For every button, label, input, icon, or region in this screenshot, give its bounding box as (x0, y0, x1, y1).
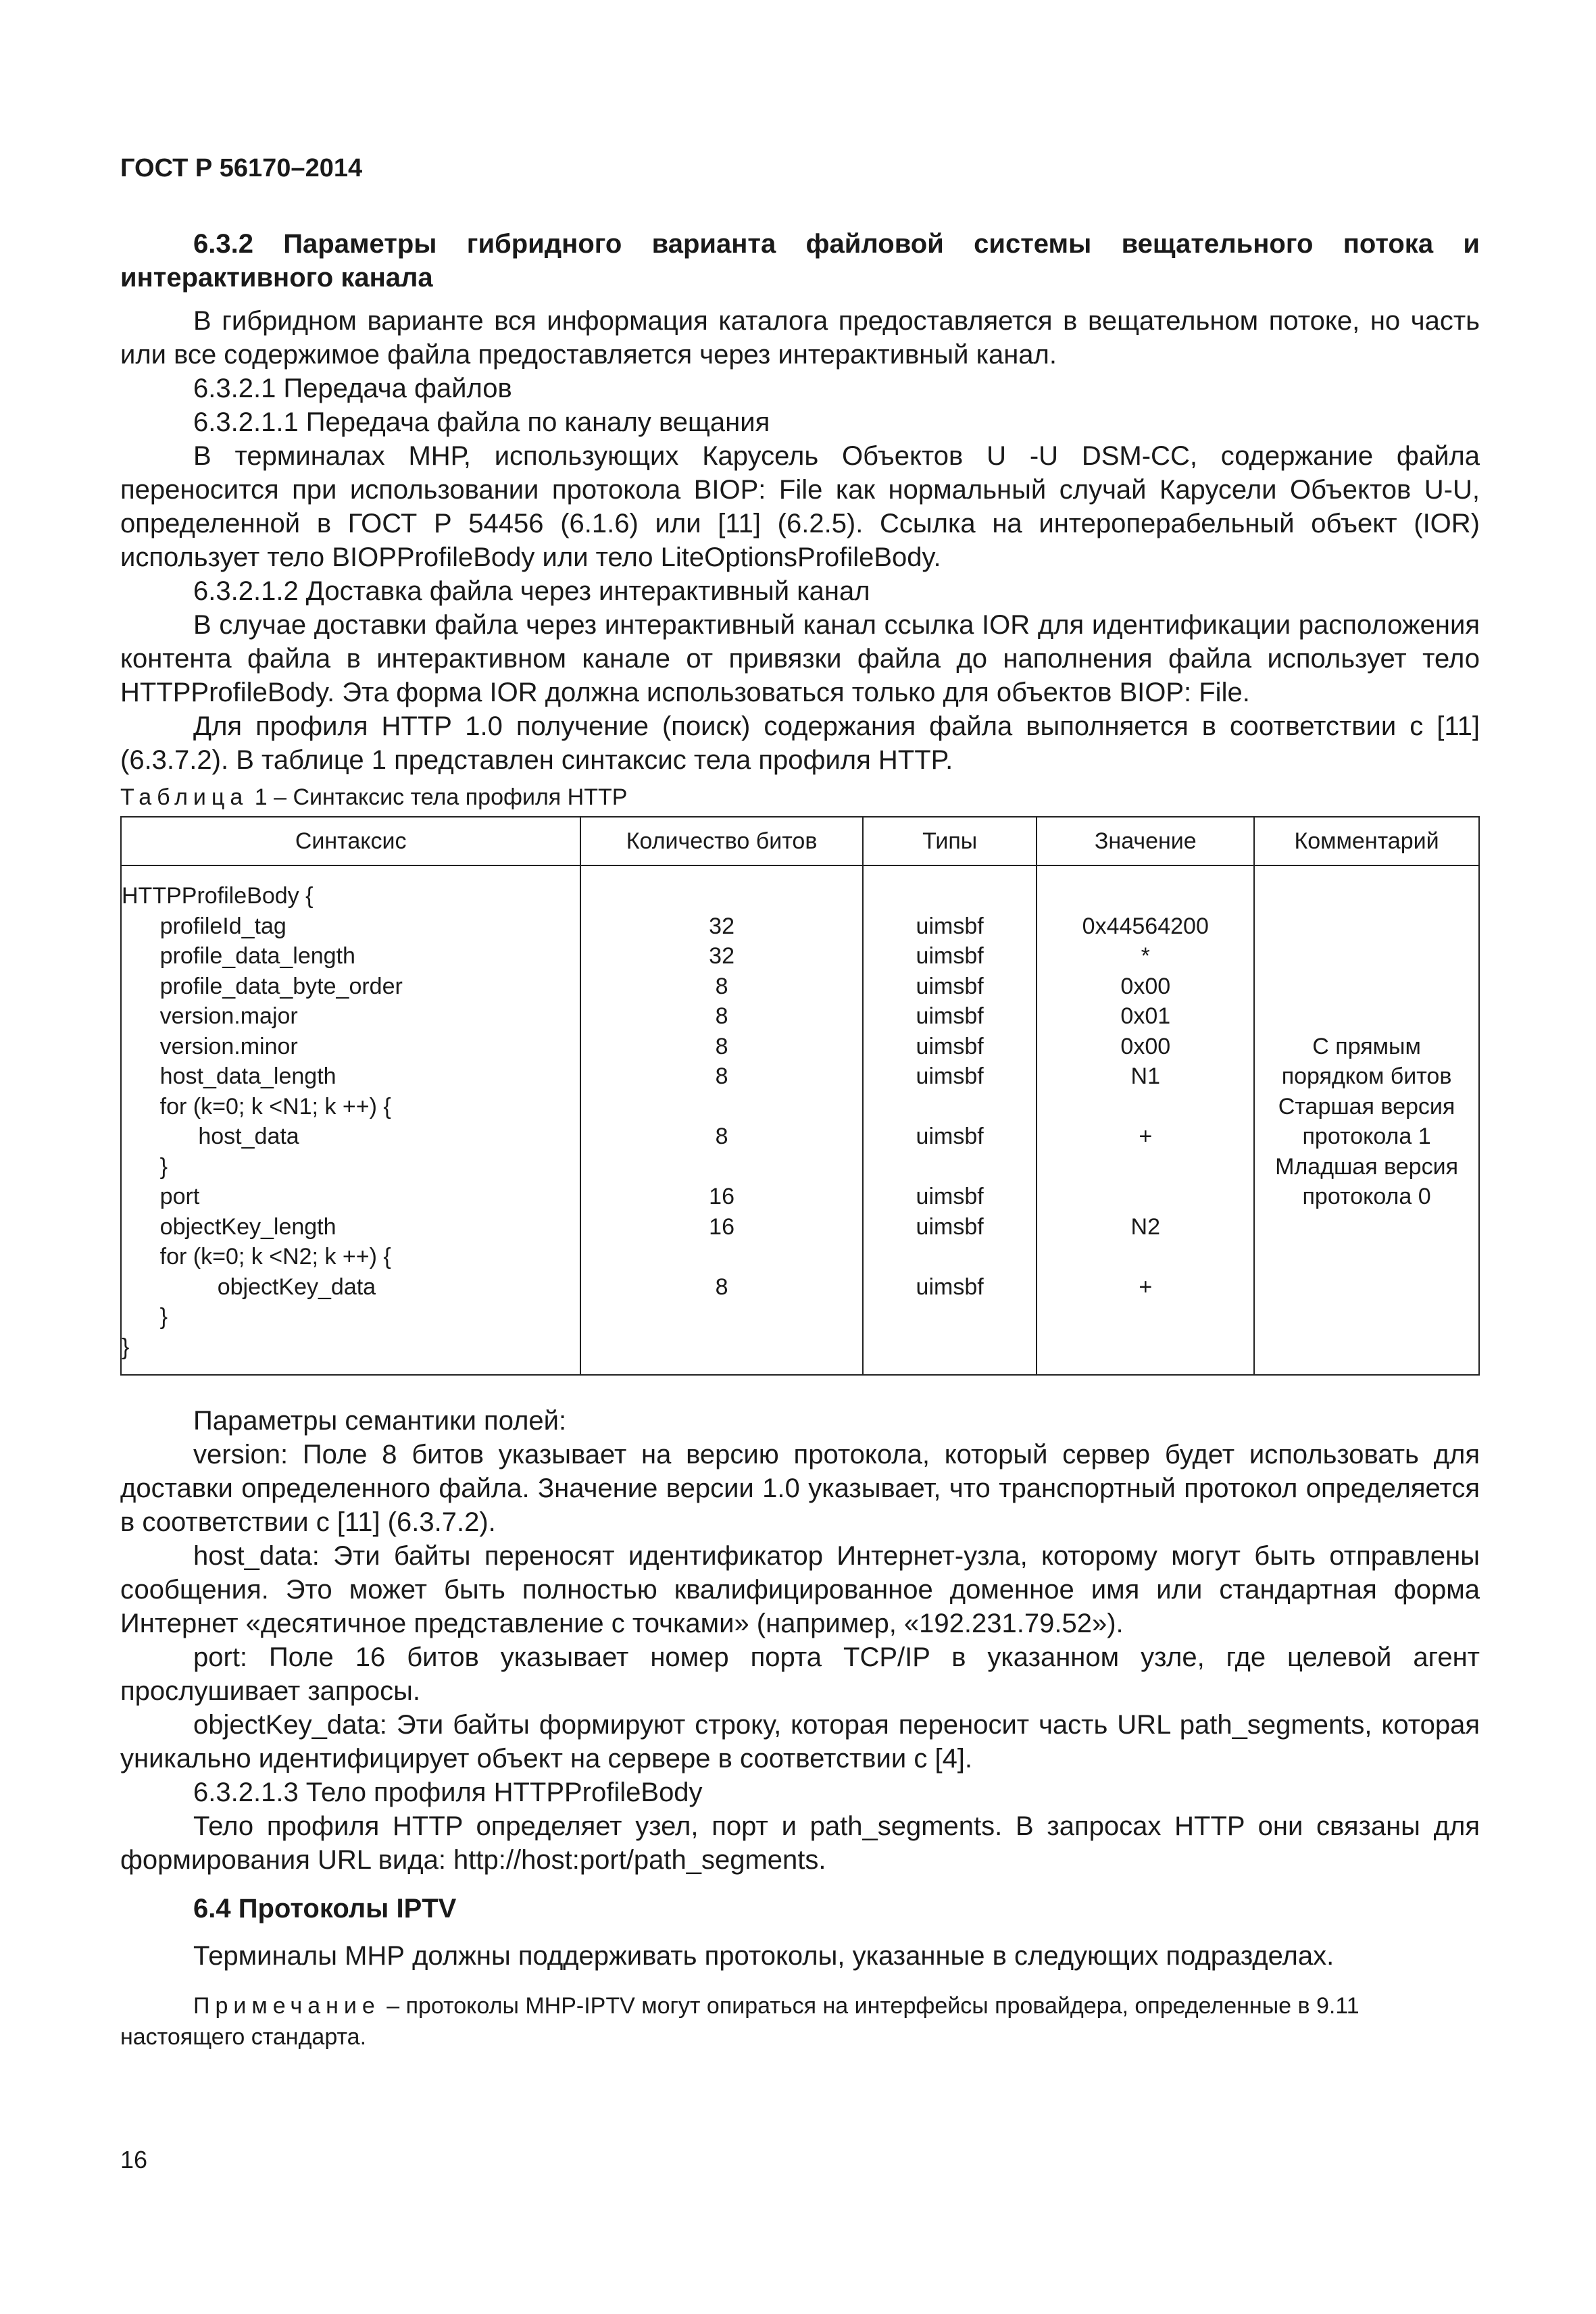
table-header-syntax: Синтаксис (121, 817, 580, 865)
table-row (121, 865, 1479, 1375)
subsection-heading: 6.3.2.1.3 Тело профиля HTTPProfileBody (193, 1778, 703, 1807)
paragraph: В гибридном варианте вся информация каталога предоставляется в вещательном потоке, но часть или все содержимое файла предоставляется через интерактивный канал. (120, 306, 1480, 370)
section-6-3-2-title: 6.3.2 Параметры гибридного варианта файловой системы вещательного потока и интерактивного канала (120, 229, 1480, 293)
paragraph: version: Поле 8 битов указывает на версию протокола, который сервер будет использовать для доставки определенного файла. Значение версии 1.0 указывает, что транспортный протокол определяется в соответствии с [11] (6.3.7.2). (120, 1440, 1480, 1537)
table-cell-types: uimsbf uimsbf uimsbf uimsbf uimsbf uimsbf uimsbf uimsbf uimsbf uimsbf (863, 865, 1037, 1375)
paragraph: host_data: Эти байты переносят идентификатор Интернет-узла, которому могут быть отправлены сообщения. Это может быть полностью квалифицированное доменное имя или стандартная форма Интернет «десятичное представление с точками» (например, «192.231.79.52»). (120, 1541, 1480, 1638)
section-6-4-title: 6.4 Протоколы IPTV (193, 1894, 457, 1923)
subsection-heading: 6.3.2.1.2 Доставка файла через интерактивный канал (193, 576, 870, 606)
note (120, 1990, 1480, 2053)
table-header-value: Значение (1037, 817, 1254, 865)
note-text: – протоколы MHP-IPTV могут опираться на интерфейсы провайдера, определенные в 9.11 настоящего стандарта. (120, 1993, 1360, 2050)
paragraph: В случае доставки файла через интерактивный канал ссылка IOR для идентификации расположения контента файла в интерактивном канале от привязки файла до наполнения файла использует тело HTTPProfileBody. Эта форма IOR должна использоваться только для объектов BIOP: File. (120, 610, 1480, 707)
paragraph: port: Поле 16 битов указывает номер порта TCP/IP в указанном узле, где целевой агент прослушивает запросы. (120, 1642, 1480, 1706)
table-header-comment: Комментарий (1254, 817, 1479, 865)
table-cell-values: 0x44564200 * 0x00 0x01 0x00 N1 + N2 + (1037, 865, 1254, 1375)
table-caption (120, 782, 1480, 812)
table-header-row (121, 817, 1479, 865)
paragraph: Терминалы МНР должны поддерживать протоколы, указанные в следующих подразделах. (193, 1941, 1335, 1971)
note-label: Примечание (193, 1993, 380, 2019)
table-caption-text: 1 – Синтаксис тела профиля HTTP (248, 784, 628, 810)
document-header: ГОСТ Р 56170–2014 (120, 154, 363, 182)
table-header-bits: Количество битов (580, 817, 862, 865)
paragraph: Тело профиля HTTP определяет узел, порт и path_segments. В запросах HTTP они связаны для формирования URL вида: http://host:port/path_segments. (120, 1811, 1480, 1875)
paragraph: objectKey_data: Эти байты формируют строку, которая переносит часть URL path_segments, которая уникально идентифицирует объект на сервере в соответствии с [4]. (120, 1710, 1480, 1774)
subsection-heading: 6.3.2.1 Передача файлов (193, 374, 512, 403)
paragraph: В терминалах МНР, использующих Карусель Объектов U -U DSM-CC, содержание файла переносится при использовании протокола BIOP: File как нормальный случай Карусели Объектов U-U, определенной в ГОСТ Р 54456 (6.1.6) или [11] (6.2.5). Ссылка на интероперабельный объект (IOR) использует тело BIOPProfileBody или тело LiteOptionsProfileBody. (120, 441, 1480, 572)
table-cell-syntax: HTTPProfileBody { profileId_tag profile_data_length profile_data_byte_order version.major version.minor host_data_length for (k=0; k <N1; k ++) { host_data } port objectKey_length for (k=0; k <N2; k ++) { objectKey_data } } (121, 865, 580, 1375)
page-content (120, 227, 1480, 2053)
document-page (120, 0, 1480, 2314)
table-caption-label: Таблица (120, 784, 249, 810)
table-cell-bits: 32 32 8 8 8 8 8 16 16 8 (580, 865, 862, 1375)
paragraph: Для профиля HTTP 1.0 получение (поиск) содержания файла выполняется в соответствии с [11] (6.3.7.2). В таблице 1 представлен синтаксис тела профиля HTTP. (120, 711, 1480, 775)
page-number: 16 (120, 2146, 148, 2173)
http-profile-body-table (120, 816, 1480, 1376)
table-header-types: Типы (863, 817, 1037, 865)
table-cell-comments: С прямым порядком битов Старшая версия протокола 1 Младшая версия протокола 0 (1254, 865, 1479, 1375)
paragraph: Параметры семантики полей: (193, 1406, 567, 1436)
subsection-heading: 6.3.2.1.1 Передача файла по каналу вещания (193, 407, 770, 437)
